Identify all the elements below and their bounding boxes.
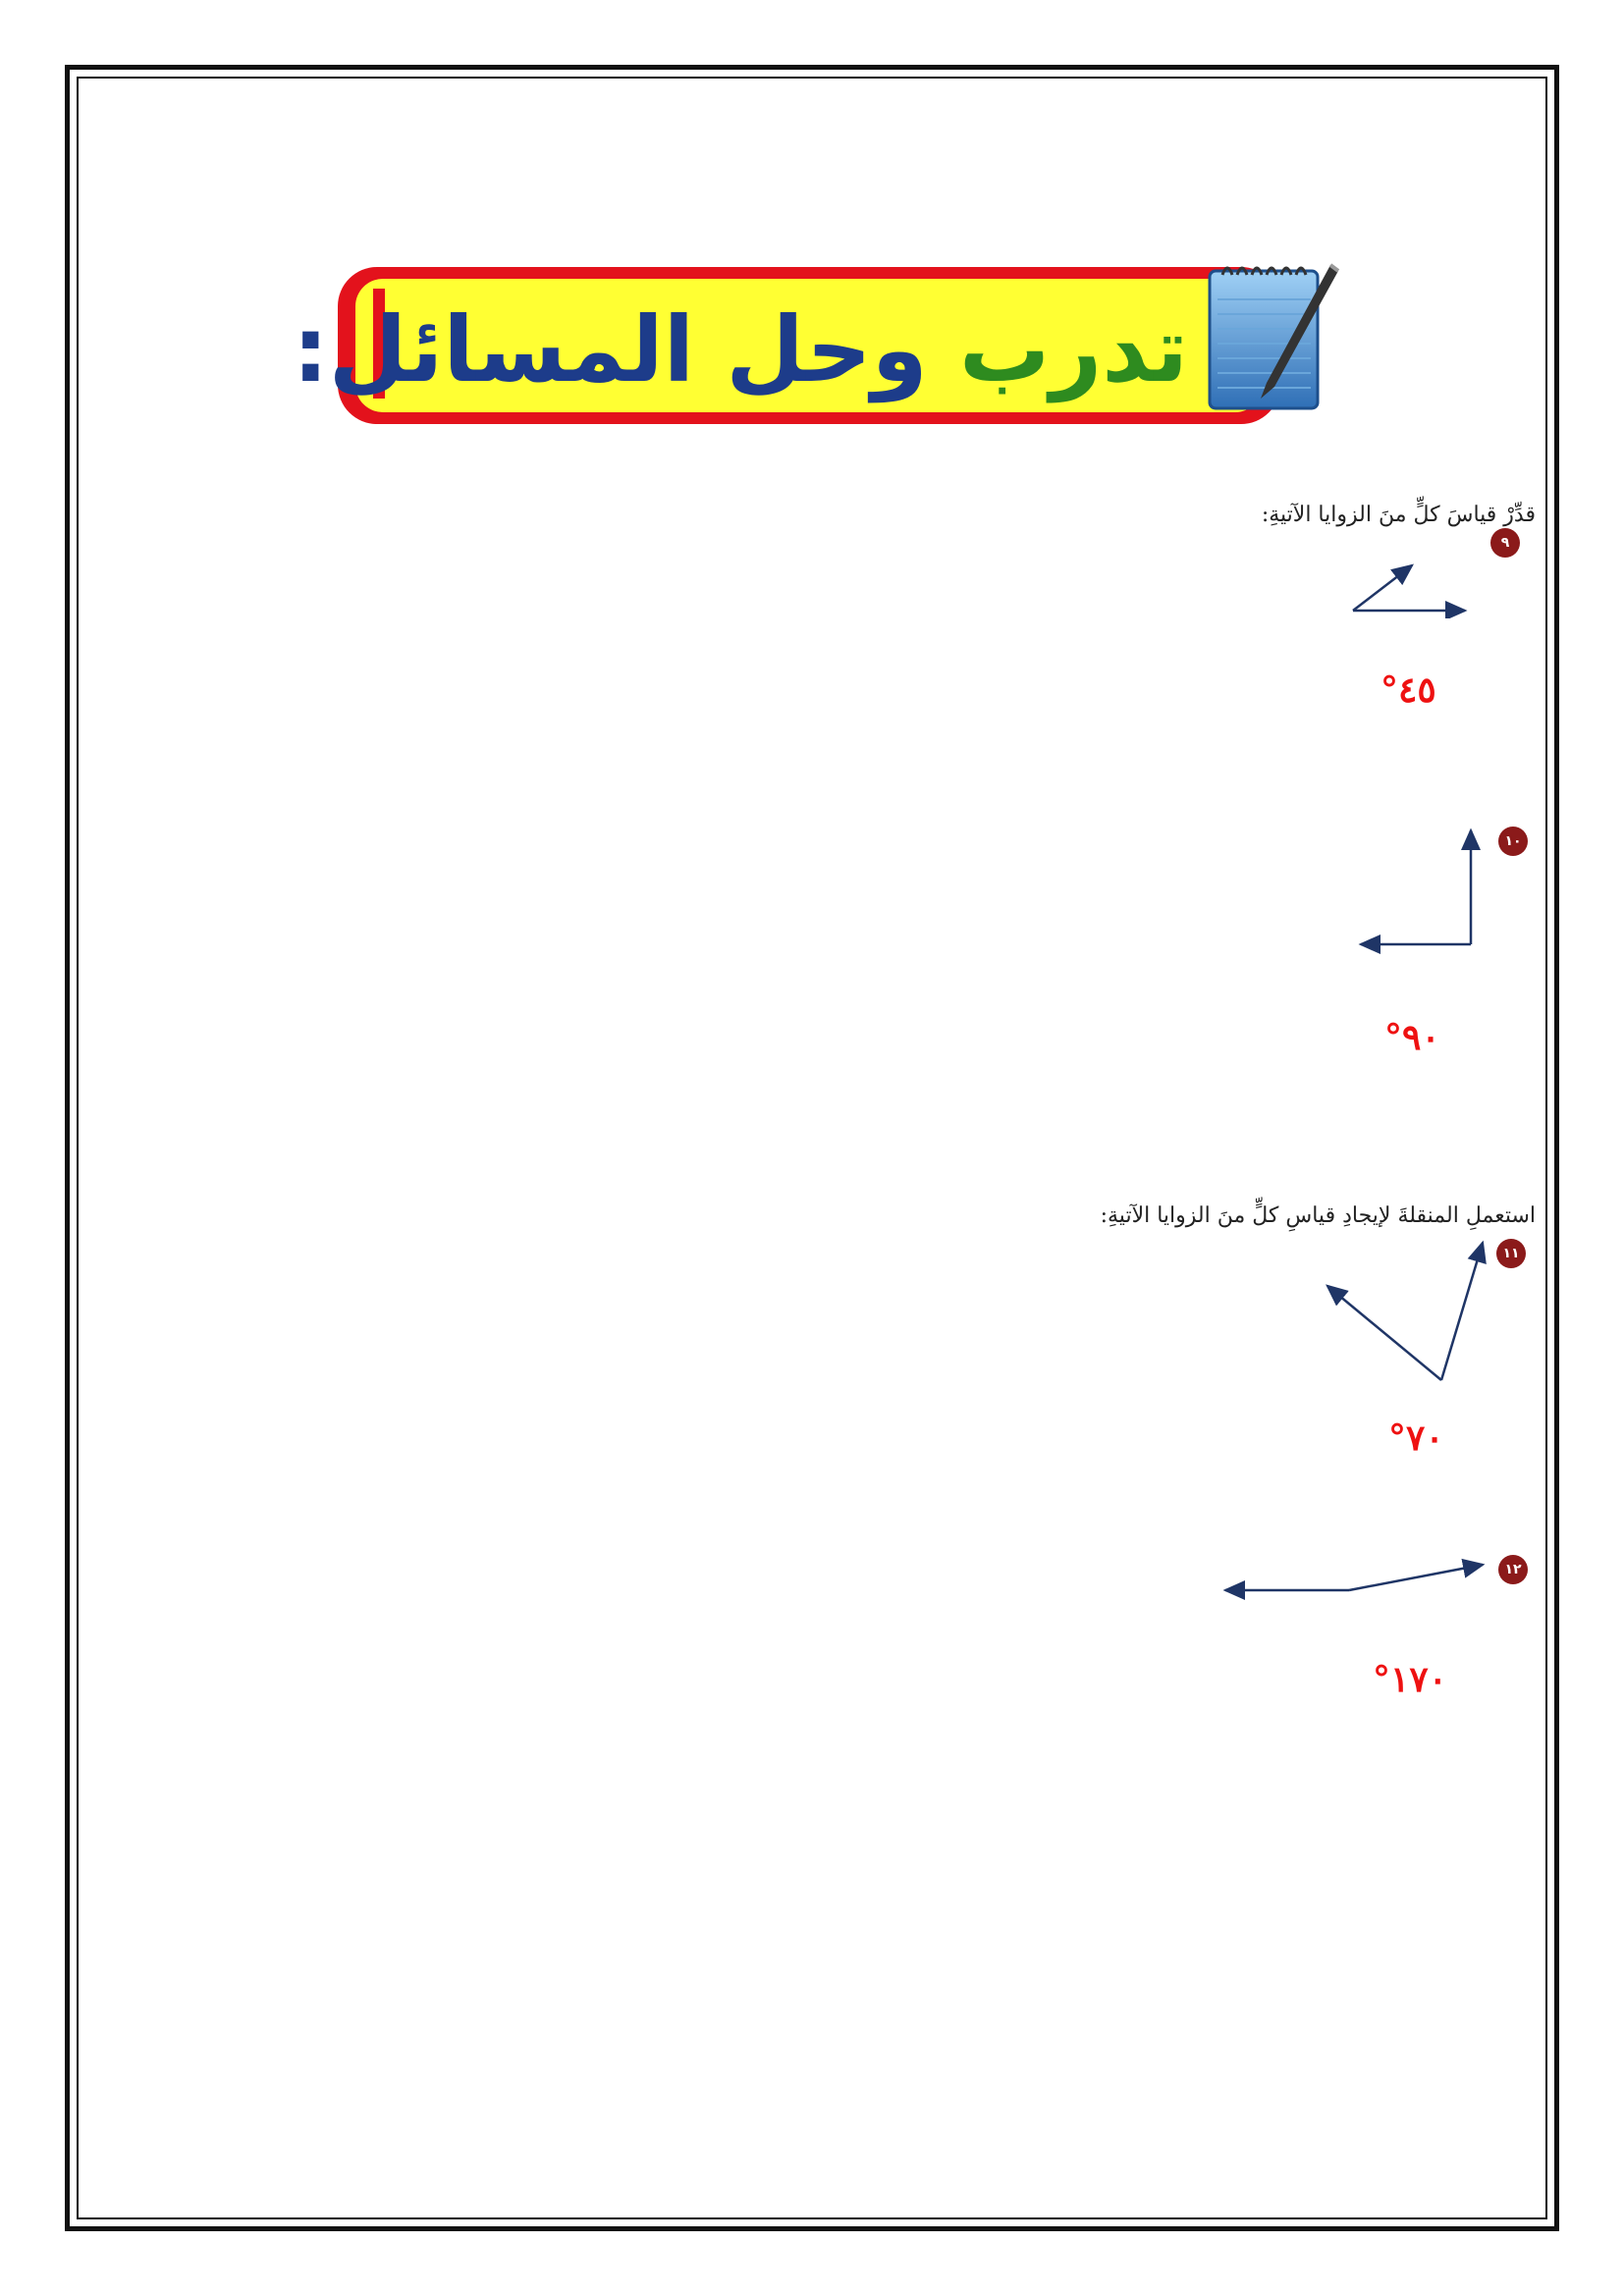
answer-problem-9: ٤٥°	[1380, 669, 1436, 711]
angle-170-figure	[1218, 1555, 1492, 1604]
banner-word-blue: وحل المسائل:	[292, 297, 928, 402]
title-banner	[292, 245, 1355, 442]
problem-number-badge: ١٢	[1498, 1555, 1528, 1584]
banner-word-green: تدرب	[958, 297, 1188, 402]
angle-45-figure	[1345, 560, 1473, 618]
instruction-estimate: قدِّرْ قياسَ كلٍّ منَ الزوايا الآتيةِ:	[1261, 503, 1536, 527]
problem-number-badge: ٩	[1490, 528, 1520, 558]
instruction-protractor: استعملِ المنقلةَ لإيجادِ قياسِ كلٍّ منَ الزوايا الآتيةِ:	[1100, 1203, 1536, 1228]
angle-90-figure	[1353, 823, 1481, 960]
banner-title	[292, 287, 1188, 414]
answer-problem-10: ٩٠°	[1384, 1017, 1440, 1058]
answer-problem-12: ١٧٠°	[1373, 1659, 1448, 1700]
angle-70-figure	[1316, 1237, 1492, 1394]
problem-number-badge: ١٠	[1498, 827, 1528, 856]
answer-problem-11: ٧٠°	[1388, 1417, 1444, 1459]
problem-number-badge: ١١	[1496, 1239, 1526, 1268]
notebook-icon	[1198, 245, 1345, 422]
